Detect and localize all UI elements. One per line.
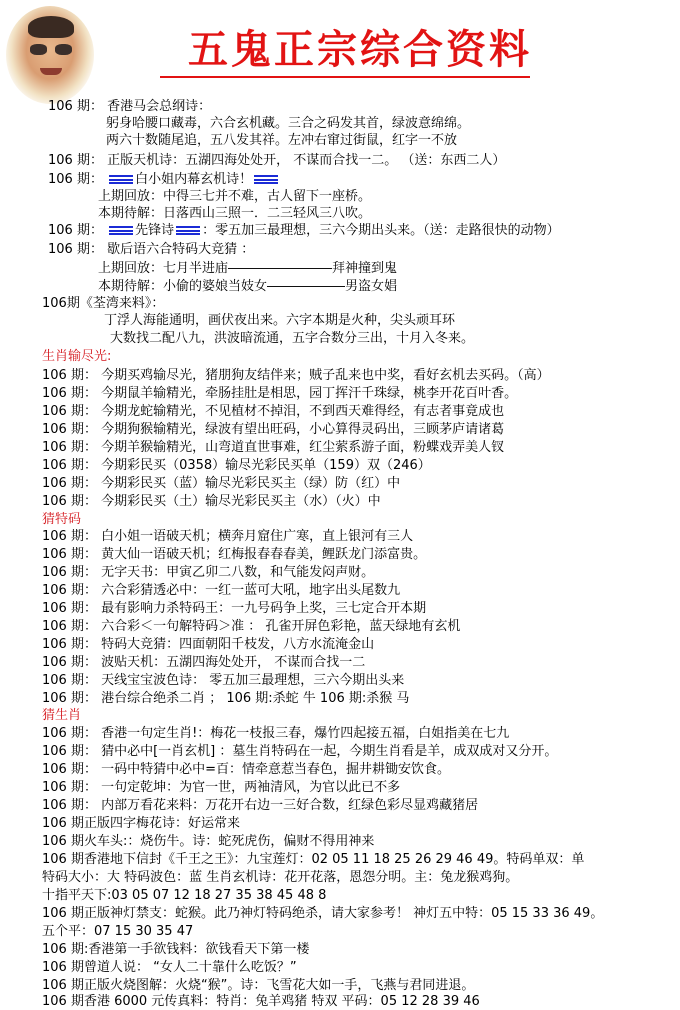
text-line: 106 期正版神灯禁支：蛇猴。此乃神灯特码绝杀，请大家参考！ 神灯五中特：05 15 33 36 49。 — [42, 906, 604, 921]
text-line: 106 期： 六合彩＜一句解特码＞准 ： 孔雀开屏色彩艳，蓝天绿地有玄机 — [42, 619, 461, 634]
text-line: 106 期： 白小姐一语破天机；横奔月窟住广寒，直上银河有三人 — [42, 529, 414, 544]
avatar-glasses — [30, 44, 72, 56]
text-line: 106 期:香港第一手欲钱料：欲钱看天下第一楼 — [42, 942, 310, 957]
text-line: 两六十数随尾追，五八发其祥。左冲右窜过街鼠，红字一不放 — [106, 133, 458, 148]
avatar-mouth — [40, 68, 62, 75]
text-line: 106期《荃湾来料》： — [42, 296, 165, 311]
avatar-hair — [28, 16, 74, 38]
equals-bar-icon — [109, 226, 133, 235]
text-line: 106 期： 一码中特猜中必中=百：情牵意惹当春色，掘井耕锄安饮食。 — [42, 762, 450, 777]
text-line: 106 期： 今期龙蛇输精光，不见植材不掉泪，不到西天难得经，有志者事竟成也 — [42, 404, 505, 419]
text-line: 五个平：07 15 30 35 47 — [42, 924, 194, 939]
text-line: 十指平天下:03 05 07 12 18 27 35 38 45 48 8 — [42, 888, 327, 903]
text-line: 特码大小：大 特码波色：蓝 生肖玄机诗：花开花落，恩怨分明。主：兔龙猴鸡狗。 — [42, 870, 519, 885]
text-line: 106 期： 六合彩猜透必中：一红一蓝可大吼，地字出头尾数九 — [42, 583, 401, 598]
text-line: 106 期正版四字梅花诗：好运常来 — [42, 816, 240, 831]
text-line: 106 期： 今期彩民买（0358）输尽光彩民买单（159）双（246） — [42, 458, 431, 473]
text-line: 106 期： 猜中必中[一肖玄机] ：墓生肖特码在一起，今期生肖看是羊，成双成对又分开。 — [42, 744, 558, 759]
line-body: ：零五加三最理想，三六今期出头来。（送：走路很快的动物） — [202, 223, 560, 238]
text-line: 106 期： 天线宝宝波色诗： 零五加三最理想，三六今期出头来 — [42, 673, 405, 688]
section-heading: 猜生肖 — [42, 708, 82, 723]
text-line: 106 期： 内部万看花来料：万花开右边一三好合数，红绿色彩尽显鸡藏猪居 — [42, 798, 479, 813]
section-heading: 生肖输尽光: — [42, 349, 112, 364]
text-line: 106 期： 最有影响力杀特码王：一九号码争上奖，三七定合开本期 — [42, 601, 427, 616]
text-line: 106 期： 歇后语六合特码大竞猜 ： — [48, 242, 255, 257]
text-line: 106 期： 香港一句定生肖!：梅花一枝报三春，爆竹四起接五福，白姐指美在七九 — [42, 726, 510, 741]
text-line: 106 期： 特码大竞猜：四面朝阳千枝发，八方水流淹金山 — [42, 637, 375, 652]
line-prefix: 106 期： — [48, 223, 103, 238]
text-line: 106 期： 一句定乾坤：为官一世，两袖清风，为官以此已不多 — [42, 780, 401, 795]
text-line: 106 期： 今期狗猴输精光，绿波有望出旺码，小心算得灵码出，三顾茅庐请诸葛 — [42, 422, 505, 437]
line-prefix: 106 期： — [48, 172, 103, 187]
text-line: 106 期： 今期鼠羊输精光，牵肠挂肚是相思，园丁挥汗千珠绿，桃李开花百叶香。 — [42, 386, 518, 401]
text-line: 本期待解：小偷的婆娘当妓女――――――男盗女娼 — [98, 279, 398, 294]
text-line: 106 期香港地下信封《千王之王》：九宝莲灯：02 05 11 18 25 26 29 46 49。特码单双：单 — [42, 852, 585, 867]
page-title: 五鬼正宗综合资料 — [188, 26, 532, 73]
line-heading: 白小姐内幕玄机诗！ — [135, 172, 253, 187]
equals-bar-icon — [176, 226, 200, 235]
text-line: 106 期正版火烧图解：火烧“猴”。诗：飞雪花大如一手，飞燕与君同进退。 — [42, 978, 475, 993]
text-line — [48, 222, 560, 239]
text-line: 106 期： 无字天书：甲寅乙卯二八数，和气能发闷声财。 — [42, 565, 375, 580]
text-line: 106 期： 黄大仙一语破天机；红梅报春春春美，鲤跃龙门添富贵。 — [42, 547, 427, 562]
text-line: 丁浮人海能通明，画伏夜出来。六字本期是火种，尖头顽耳环 — [104, 313, 456, 328]
equals-bar-icon — [254, 175, 278, 184]
section-heading: 猜特码 — [42, 512, 82, 527]
text-line: 上期回放：中得三七并不难，古人留下一座桥。 — [98, 189, 372, 204]
text-line: 上期回放：七月半进庙――――――――拜神撞到鬼 — [98, 261, 398, 276]
avatar — [6, 6, 94, 104]
text-line: 106 期： 今期羊猴输精光，山弯道直世事难，红尘萦系游子面，粉蝶戏弄美人钗 — [42, 440, 505, 455]
text-line: 躬身哈腰口藏毒，六合玄机藏。三合之码发其首，绿波意绵绵。 — [106, 116, 471, 131]
text-line: 106 期曾道人说： “女人二十靠什么吃饭？” — [42, 960, 297, 975]
text-line: 106 期火车头:：烧伤牛。诗：蛇死虎伤，偏财不得用神来 — [42, 834, 375, 849]
text-line — [48, 171, 280, 188]
text-line: 106 期： 正版天机诗：五湖四海处处开， 不谋而合找一二。 （送：东西二人） — [48, 153, 506, 168]
title-underline — [160, 76, 530, 78]
equals-bar-icon — [109, 175, 133, 184]
text-line: 106 期： 港台综合绝杀二肖 ； 106 期:杀蛇 牛 106 期:杀猴 马 — [42, 691, 410, 706]
text-line: 106 期： 香港马会总纲诗： — [48, 99, 212, 114]
text-line: 106 期： 今期彩民买（蓝）输尽光彩民买主（绿）防（红）中 — [42, 476, 401, 491]
text-line: 大数找二配八九，洪波暗流通，五字合数分三出，十月入冬来。 — [110, 331, 475, 346]
line-heading: 先锋诗 — [135, 223, 175, 238]
text-line: 106 期： 今期买鸡输尽光，猪朋狗友结伴来；贼子乱来也中奖，看好玄机去买码。（高） — [42, 368, 550, 383]
text-line: 106 期： 波贴天机：五湖四海处处开， 不谋而合找一二 — [42, 655, 366, 670]
text-line: 106 期香港 6000 元传真料：特肖：兔羊鸡猪 特双 平码：05 12 28 39 46 — [42, 994, 480, 1009]
text-line: 本期待解：日落西山三照一．二三轻风三八吹。 — [98, 206, 372, 221]
text-line: 106 期： 今期彩民买（土）输尽光彩民买主（水）（火）中 — [42, 494, 381, 509]
